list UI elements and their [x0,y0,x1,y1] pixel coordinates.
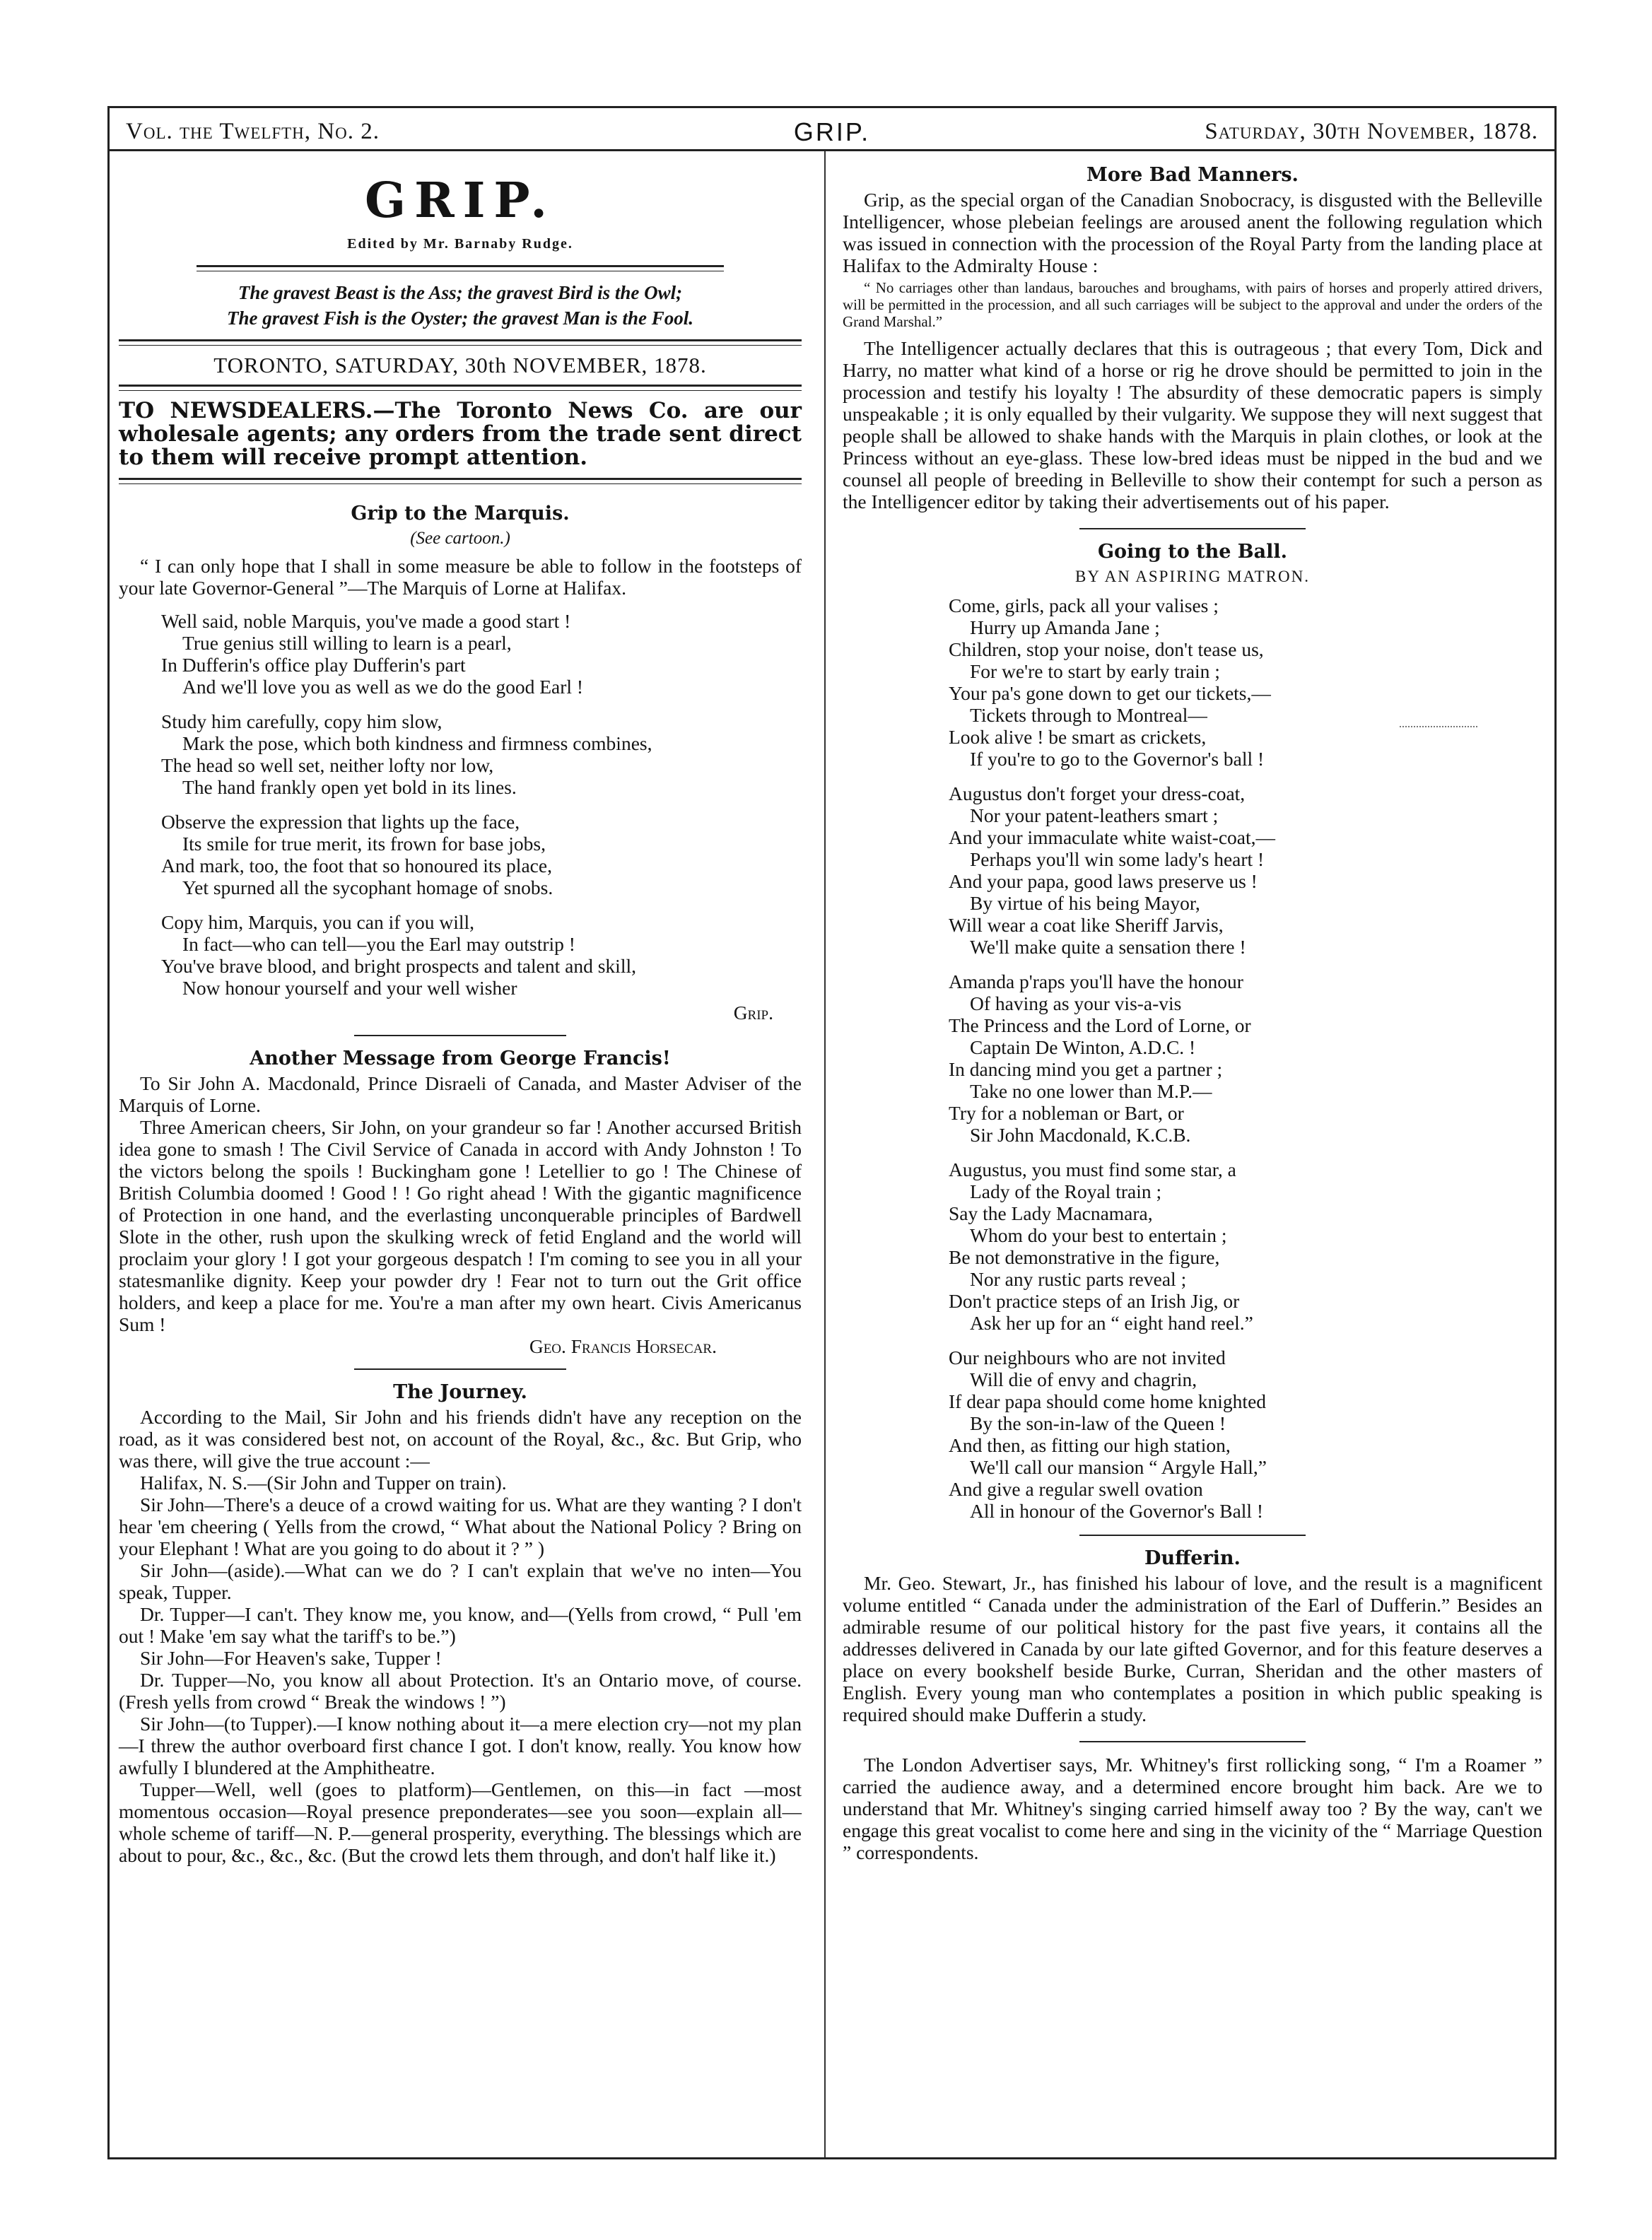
poem-line: Don't practice steps of an Irish Jig, or [949,1290,1240,1312]
issue-date: Saturday, 30th November, 1878. [1205,119,1538,144]
poem-line: Will wear a coat like Sheriff Jarvis, [949,914,1224,936]
poem-line: Yet spurned all the sycophant homage of snobs. [182,876,553,898]
poem-line: Augustus don't forget your dress-coat, [949,782,1246,804]
poem-line: Try for a nobleman or Bart, or [949,1102,1184,1124]
poem-line: Of having as your vis-a-vis [970,992,1182,1014]
poem-line: In Dufferin's office play Dufferin's part [161,654,466,676]
poem-stanza [949,971,1542,1146]
poem-line: Say the Lady Macnamara, [949,1202,1153,1224]
poem-line: Captain De Winton, A.D.C. ! [970,1036,1196,1058]
journey-paragraph: Sir John—(to Tupper).—I know nothing about it—a mere election cry—not my plan—I threw the author overboard first chance I got. I don't know, really. You know how awfully I blundered at the Amphitheatre. [119,1713,802,1778]
poem-line: And give a regular swell ovation [949,1478,1203,1500]
marquis-intro: “ I can only hope that I shall in some measure be able to follow in the footsteps of your late Governor-General ”—The Marquis of Lorne at Halifax. [119,555,802,599]
poem-line: Children, stop your noise, don't tease us, [949,638,1264,660]
rule [119,478,802,484]
masthead [107,110,1557,151]
journey-paragraph: Tupper—Well, well (goes to platform)—Gentlemen, on this—in fact —most momentous occasion—Royal presence preponderates—see you soon—explain all—whole scheme of tariff—N. P.—general prosperity, everything. The blessings which are about to pour, &c., &c., &c. (But the crowd lets them through, and don't half like it.) [119,1778,802,1866]
journey-paragraph: Sir John—There's a deuce of a crowd waiting for us. What are they wanting ? I don't hear 'em cheering ( Yells from the crowd, “ What about the National Policy ? Bring on your Elephant ! What are you going to do about it ? ” ) [119,1494,802,1559]
editor-credit: Edited by Mr. Barnaby Rudge. [347,236,573,252]
poem-line: Augustus, you must find some star, a [949,1159,1236,1180]
poem-line: Lady of the Royal train ; [970,1180,1162,1202]
article-heading: The Journey. [393,1381,527,1403]
francis-address: To Sir John A. Macdonald, Prince Disraeli of Canada, and Master Adviser of the Marquis of Lorne. [119,1072,802,1116]
poem-line: For we're to start by early train ; [970,660,1220,682]
newsdealers-notice: TO NEWSDEALERS.—The Toronto News Co. are our wholesale agents; any orders from the trade sent direct to them will receive prompt attention. [119,398,802,470]
poem-stanza [949,1159,1542,1334]
poem-line: Sir John Macdonald, K.C.B. [970,1124,1191,1146]
poem-line: The head so well set, neither lofty nor low, [161,754,494,776]
rule [1079,1741,1306,1742]
column-divider [824,151,826,2157]
francis-message: Three American cheers, Sir John, on your grandeur so far ! Another accursed British idea gone to smash ! The Civil Service of Canada in accord with Andy Johnston ! To the victors belong the spoils ! Buckingham gone ! Letellier to go ! The Chinese of British Columbia doomed ! Good ! ! Go right ahead ! With the gigantic magnificence of Protection in one hand, and the everlasting unconquerable principles of Bardwell Slote in the other, rush upon the skulking wreck of fetid England and the world will proclaim your glory ! I got your gorgeous despatch ! I'm coming to see you in all your statesmanlike dignity. Keep your powder dry ! Fear not to turn out the Grit office holders, and keep a place for me. You're a man after my own heart. Civis Americanus Sum ! [119,1116,802,1335]
journey-paragraph: Sir John—For Heaven's sake, Tupper ! [140,1647,442,1669]
left-column [119,164,802,1866]
paper-name: GRIP. [793,117,871,146]
poem-line: Study him carefully, copy him slow, [161,710,443,732]
poem-line: In fact—who can tell—you the Earl may outstrip ! [182,933,575,955]
poem-line: Will die of envy and chagrin, [970,1368,1197,1390]
article-subheading: (See cartoon.) [410,529,510,548]
poem-line: Copy him, Marquis, you can if you will, [161,911,475,933]
poem-line: And then, as fitting our high station, [949,1434,1231,1456]
dufferin-paragraph: Mr. Geo. Stewart, Jr., has finished his labour of love, and the result is a magnificent volume entitled “ Canada under the administration of the Earl of Dufferin.” Besides an admirable resume of our political history for the past five years, it contains all the addresses delivered in Canada by our late gifted Governor, and for this feature deserves a place on every bookshelf beside Burke, Curran, Sheridan and the other masters of English. Every young man who contemplates a position in which public speaking is required should make Dufferin a study. [843,1572,1542,1725]
poem-line: Look alive ! be smart as crickets, [949,726,1207,748]
poem-stanza [949,594,1542,770]
rule [1079,1535,1306,1536]
poem-line: And mark, too, the foot that so honoured its place, [161,855,552,876]
poem-line: Perhaps you'll win some lady's heart ! [970,848,1265,870]
journey-paragraph: Halifax, N. S.—(Sir John and Tupper on train). [140,1472,507,1494]
journey-paragraph: Dr. Tupper—No, you know all about Protection. It's an Ontario move, of course. (Fresh yells from crowd “ Break the windows ! ”) [119,1669,802,1713]
poem-line: Well said, noble Marquis, you've made a good start ! [161,610,571,632]
poem-line: If you're to go to the Governor's ball ! [970,748,1265,770]
poem-line: All in honour of the Governor's Ball ! [970,1500,1264,1522]
advertiser-paragraph: The London Advertiser says, Mr. Whitney's first rollicking song, “ I'm a Roamer ” carried the audience away, and a determined encore brought him back. Are we to understand that Mr. Whitney's singing carried himself away too ? By the way, can't we engage this great vocalist to come here and sing in the vicinity of the “ Marriage Question ” correspondents. [843,1754,1542,1863]
poem-line: By the son-in-law of the Queen ! [970,1412,1226,1434]
poem-line: Nor your patent-leathers smart ; [970,804,1219,826]
poem-stanza [161,811,802,898]
poem-line: If dear papa should come home knighted [949,1390,1267,1412]
regulation-quote: “ No carriages other than landaus, barouches and broughams, with pairs of horses and properly attired drivers, will be permitted in the procession, and all such carriages will be subject to the approval and under the orders of the Grand Marshal.” [843,279,1542,330]
journey-paragraph: Sir John—(aside).—What can we do ? I can't explain that we've no inten—You speak, Tupper. [119,1559,802,1603]
motto-line-1: The gravest Beast is the Ass; the gravest Bird is the Owl; [238,282,683,303]
signature: Geo. Francis Horsecar. [529,1335,717,1357]
poem-stanza [949,1347,1542,1522]
byline: BY AN ASPIRING MATRON. [1075,568,1310,585]
poem-line: Now honour yourself and your well wisher [182,977,517,999]
manners-paragraph: Grip, as the special organ of the Canadian Snobocracy, is disgusted with the Belleville Intelligencer, whose plebeian feelings are aroused anent the following regulation which was issued in connection with the procession of the Royal Party from the landing place at Halifax to the Admiralty House : [843,189,1542,276]
poem-line: Nor any rustic parts reveal ; [970,1268,1187,1290]
poem-line: And your papa, good laws preserve us ! [949,870,1258,892]
poem-line: By virtue of his being Mayor, [970,892,1200,914]
poem-line: And your immaculate white waist-coat,— [949,826,1276,848]
poem-stanza [949,782,1542,958]
manners-paragraph: The Intelligencer actually declares that this is outrageous ; that every Tom, Dick and Harry, no matter what kind of a horse or rig he drove should be permitted to join in the procession and testify his loyalty ! The absurdity of these democratic papers is simply unspeakable ; it is only equalled by their vulgarity. We suppose they will next suggest that people shall be allowed to shake hands with the Marquis in plain clothes, or look at the Princess without an eye-glass. These low-bred ideas must be nipped in the bud and we counsel all people of breeding in Belleville to show their contempt for such a person as the Intelligencer editor by taking their advertisements out of his paper. [843,337,1542,512]
poem-line: Its smile for true merit, its frown for base jobs, [182,833,546,855]
dateline: TORONTO, SATURDAY, 30th NOVEMBER, 1878. [213,353,707,377]
signature: Grip. [733,1002,773,1024]
poem-line: We'll call our mansion “ Argyle Hall,” [970,1456,1267,1478]
poem-line: Mark the pose, which both kindness and firmness combines, [182,732,652,754]
poem-line: Observe the expression that lights up the face, [161,811,520,833]
article-heading: More Bad Manners. [1086,164,1299,186]
motto-line-2: The gravest Fish is the Oyster; the gravest Man is the Fool. [226,307,694,329]
journey-paragraph: Dr. Tupper—I can't. They know me, you know, and—(Yells from crowd, “ Pull 'em out ! Make 'em say what the tariff's to be.”) [119,1603,802,1647]
article-heading: Going to the Ball. [1097,541,1288,563]
poem-line: You've brave blood, and bright prospects and talent and skill, [161,955,636,977]
rule [197,265,724,271]
poem-line: Take no one lower than M.P.— [970,1080,1212,1102]
rule [119,385,802,391]
poem-line: In dancing mind you get a partner ; [949,1058,1223,1080]
rule [1079,528,1306,529]
poem-line: Amanda p'raps you'll have the honour [949,971,1243,992]
poem-stanza [161,911,802,999]
poem-line: Hurry up Amanda Jane ; [970,616,1160,638]
article-heading: Another Message from George Francis! [250,1048,671,1069]
poem-line: True genius still willing to learn is a pearl, [182,632,512,654]
article-heading: Dufferin. [1144,1547,1241,1569]
poem-line: Your pa's gone down to get our tickets,— [949,682,1271,704]
rule [354,1035,566,1036]
nameplate-title: GRIP. [365,172,556,229]
poem-line: Whom do your best to entertain ; [970,1224,1227,1246]
journey-paragraph: According to the Mail, Sir John and his friends didn't have any reception on the road, as it was considered best not, on account of the Royal, &c., &c. But Grip, who was there, will give the true account :— [119,1406,802,1472]
poem-line: Come, girls, pack all your valises ; [949,594,1219,616]
poem-line: Our neighbours who are not invited [949,1347,1226,1368]
poem-stanza [161,610,802,698]
rule [119,339,802,346]
rule [354,1368,566,1370]
poem-line: And we'll love you as well as we do the good Earl ! [182,676,584,698]
poem-line: The Princess and the Lord of Lorne, or [949,1014,1251,1036]
volume-number: Vol. the Twelfth, No. 2. [126,119,380,144]
poem-line: We'll make quite a sensation there ! [970,936,1246,958]
poem-line: Ask her up for an “ eight hand reel.” [970,1312,1253,1334]
poem-line: Tickets through to Montreal— [970,704,1207,726]
poem-line: Be not demonstrative in the figure, [949,1246,1220,1268]
article-heading: Grip to the Marquis. [351,503,570,524]
poem-stanza [161,710,802,798]
poem-line: The hand frankly open yet bold in its lines. [182,776,517,798]
right-column [843,164,1542,1863]
